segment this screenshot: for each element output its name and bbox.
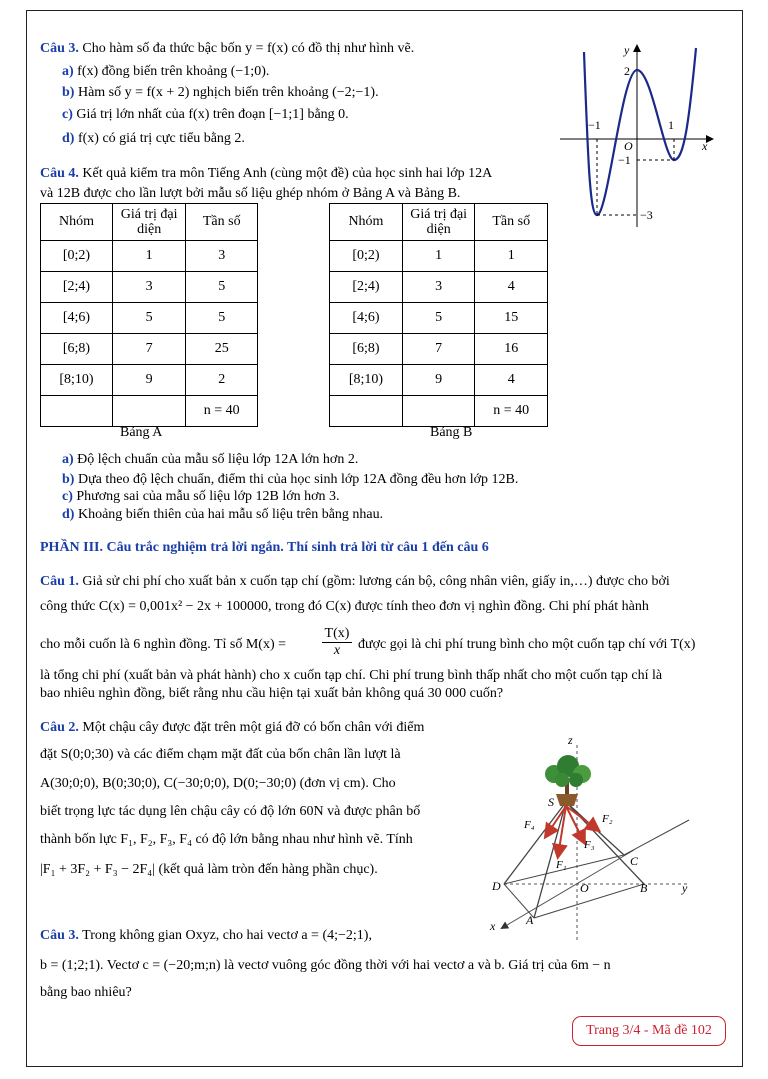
table-a-header-freq: Tần số (186, 204, 258, 241)
p1-line1 (40, 574, 670, 590)
table-cell: 4 (475, 365, 548, 396)
table-cell: [2;4) (330, 272, 403, 303)
q3-option-c: c) Giá trị lớn nhất của f(x) trên đoạn [−1;1] bằng 0. (62, 107, 349, 122)
p1-line3b: được gọi là chi phí trung bình cho một cuốn tạp chí với T(x) (358, 637, 696, 652)
label-2: 2 (624, 64, 630, 78)
table-cell: 2 (186, 365, 258, 396)
p3-line1 (40, 928, 372, 944)
table-row (41, 272, 258, 303)
table-cell: 3 (402, 272, 475, 303)
q4-a-text: Độ lệch chuẩn của mẫu số liệu lớp 12A lớn hơn 2. (77, 452, 359, 467)
table-b-caption: Bảng B (430, 425, 473, 440)
label-f2: F₂ (602, 813, 613, 825)
table-cell: 9 (402, 365, 475, 396)
p3-line1-text: Trong không gian Oxyz, cho hai vectơ a = (4;−2;1), (82, 928, 372, 943)
table-row (330, 334, 548, 365)
extension (624, 820, 689, 855)
label-a: A (526, 913, 534, 927)
table-row (41, 303, 258, 334)
table-cell: 25 (186, 334, 258, 365)
label-x-minus1: −1 (588, 118, 601, 132)
q4-option-c: c) Phương sai của mẫu số liệu lớp 12B lớn hơn 3. (62, 489, 340, 504)
p3-line2: b = (1;2;1). Vectơ c = (−20;m;n) là vectơ vuông góc đồng thời với hai vectơ a và b. Giá trị của 6m − n (40, 958, 611, 973)
p2-label: Câu 2. (40, 720, 79, 735)
table-row (330, 241, 548, 272)
label-y: y (624, 43, 630, 57)
q3-option-a: a) f(x) đồng biến trên khoảng (−1;0). (62, 64, 270, 79)
base-ab (534, 884, 644, 918)
table-cell: n = 40 (186, 396, 258, 427)
page-footer: Trang 3/4 - Mã đề 102 (572, 1016, 726, 1046)
q3-option-b: b) Hàm số y = f(x + 2) nghịch biến trên khoảng (−2;−1). (62, 85, 379, 100)
table-b (329, 203, 548, 427)
q4-option-a: a) Độ lệch chuẩn của mẫu số liệu lớp 12A lớn hơn 2. (62, 452, 359, 467)
p3-label: Câu 3. (40, 928, 79, 943)
p2-line4: biết trọng lực tác dụng lên chậu cây có độ lớn 60N và được phân bố (40, 804, 421, 819)
label-f4: F₄ (524, 819, 535, 831)
curve (584, 48, 696, 215)
table-b-header-value: Giá trị đại diện (402, 204, 475, 241)
fraction-denominator: x (333, 643, 341, 658)
q3-option-d: d) f(x) có giá trị cực tiểu bằng 2. (62, 131, 245, 146)
q4-label: Câu 4. (40, 166, 79, 181)
table-row (41, 365, 258, 396)
table-a-header-group: Nhóm (41, 204, 113, 241)
table-cell: n = 40 (475, 396, 548, 427)
table-cell: 7 (402, 334, 475, 365)
part3-title: PHẦN III. Câu trắc nghiệm trả lời ngắn. Thí sinh trả lời từ câu 1 đến câu 6 (40, 540, 489, 555)
table-cell: 3 (186, 241, 258, 272)
q4-line2: và 12B được cho lần lượt bởi mẫu số liệu ghép nhóm ở Bảng A và Bảng B. (40, 186, 461, 201)
table-b-header-group: Nhóm (330, 204, 403, 241)
tripod-figure (484, 730, 720, 945)
p2-line1 (40, 720, 424, 736)
table-cell: 15 (475, 303, 548, 334)
p2-line1-text: Một chậu cây được đặt trên một giá đỡ có bốn chân với điểm (82, 720, 425, 735)
p2-line2: đặt S(0;0;30) và các điểm chạm mặt đất của bốn chân lần lượt là (40, 747, 401, 762)
table-cell: 5 (112, 303, 186, 334)
q4-option-d: d) Khoảng biến thiên của hai mẫu số liệu trên bằng nhau. (62, 507, 384, 522)
p2-line3: A(30;0;0), B(0;30;0), C(−30;0;0), D(0;−30;0) (đơn vị cm). Cho (40, 776, 396, 791)
table-cell: [0;2) (330, 241, 403, 272)
table-a-header-value: Giá trị đại diện (112, 204, 186, 241)
table-cell: [8;10) (41, 365, 113, 396)
p1-line1-text: Giả sử chi phí cho xuất bản x cuốn tạp chí (gồm: lương cán bộ, công nhân viên, giấy in,…) được cho bởi (82, 574, 670, 589)
q4-option-b: b) Dựa theo độ lệch chuẩn, điểm thi của học sinh lớp 12A đồng đều hơn lớp 12B. (62, 472, 519, 487)
label-f3: F₃ (584, 839, 595, 851)
table-cell: [0;2) (41, 241, 113, 272)
label-o: O (580, 881, 589, 895)
table-cell: 3 (112, 272, 186, 303)
p1-label: Câu 1. (40, 574, 79, 589)
table-row (330, 272, 548, 303)
x-axis (502, 850, 634, 928)
table-cell: 1 (112, 241, 186, 272)
q4-line1 (40, 166, 492, 182)
label-origin: O (624, 139, 633, 153)
q3-c-text: Giá trị lớn nhất của f(x) trên đoạn [−1;1] bằng 0. (76, 107, 349, 122)
table-b-header-freq: Tần số (475, 204, 548, 241)
q3-b-text: Hàm số y = f(x + 2) nghịch biến trên khoảng (−2;−1). (77, 85, 379, 100)
function-graph (560, 42, 720, 232)
label-y: y (682, 881, 688, 895)
table-cell: [6;8) (41, 334, 113, 365)
label-x: x (702, 139, 708, 153)
label-f1: F₁ (556, 859, 567, 871)
q4-c-text: Phương sai của mẫu số liệu lớp 12B lớn hơn 3. (76, 489, 340, 504)
table-cell: 5 (186, 303, 258, 334)
table-cell: [2;4) (41, 272, 113, 303)
q3-label: Câu 3. (40, 41, 79, 56)
force-f2 (566, 806, 598, 830)
table-cell: 5 (186, 272, 258, 303)
p1-line3a: cho mỗi cuốn là 6 nghìn đồng. Tỉ số M(x) = (40, 637, 287, 652)
p3-line3: bằng bao nhiêu? (40, 985, 132, 1000)
table-cell: 5 (402, 303, 475, 334)
label-y-minus1: −1 (618, 153, 631, 167)
table-cell: 7 (112, 334, 186, 365)
table-cell: 16 (475, 334, 548, 365)
table-cell: 1 (402, 241, 475, 272)
q3-d-text: f(x) có giá trị cực tiểu bằng 2. (77, 131, 245, 146)
q3-stem (40, 40, 414, 58)
q4-d-text: Khoảng biến thiên của hai mẫu số liệu trên bằng nhau. (77, 507, 384, 522)
table-cell: [6;8) (330, 334, 403, 365)
label-b: B (640, 881, 648, 895)
label-y-minus3: −3 (640, 208, 653, 222)
table-cell: [4;6) (41, 303, 113, 334)
p1-line5: bao nhiêu nghìn đồng, biết rằng nhu cầu hiện tại xuất bản không quá 30 000 cuốn? (40, 686, 504, 701)
q4-b-text: Dựa theo độ lệch chuẩn, điểm thi của học sinh lớp 12A đồng đều hơn lớp 12B. (77, 472, 519, 487)
table-cell: 9 (112, 365, 186, 396)
p1-line2: công thức C(x) = 0,001x² − 2x + 100000, trong đó C(x) được tính theo đơn vị nghìn đồng. Chi phí phát hành (40, 599, 649, 614)
table-cell: [4;6) (330, 303, 403, 334)
table-cell: 4 (475, 272, 548, 303)
label-s: S (548, 795, 554, 809)
table-row (41, 334, 258, 365)
label-d: D (492, 879, 501, 893)
table-row (330, 365, 548, 396)
table-cell: 1 (475, 241, 548, 272)
table-total-row (41, 396, 258, 427)
table-row (330, 303, 548, 334)
table-row (41, 241, 258, 272)
table-total-row (330, 396, 548, 427)
q3-stem-text: Cho hàm số đa thức bậc bốn y = f(x) có đồ thị như hình vẽ. (82, 41, 415, 56)
label-z: z (568, 733, 573, 747)
label-c: C (630, 854, 639, 868)
q3-a-text: f(x) đồng biến trên khoảng (−1;0). (77, 64, 270, 79)
p2-line6: |F₁ + 3F₂ + F₃ − 2F₄| (kết quả làm tròn đến hàng phần chục). (40, 862, 378, 877)
table-a (40, 203, 258, 427)
label-x: x (490, 919, 496, 933)
p2-line5: thành bốn lực F₁, F₂, F₃, F₄ có độ lớn bằng nhau như hình vẽ. Tính (40, 832, 413, 847)
p1-line4: là tổng chi phí (xuất bản và phát hành) cho x cuốn tạp chí. Chi phí trung bình thấp nhất cho một cuốn tạp chí là (40, 668, 663, 683)
fraction-numerator: T(x) (322, 626, 352, 643)
table-cell: [8;10) (330, 365, 403, 396)
fraction (322, 626, 352, 659)
table-a-caption: Bảng A (120, 425, 163, 440)
q4-line1-text: Kết quả kiểm tra môn Tiếng Anh (cùng một đề) của học sinh hai lớp 12A (82, 166, 493, 181)
label-x-1: 1 (668, 118, 674, 132)
